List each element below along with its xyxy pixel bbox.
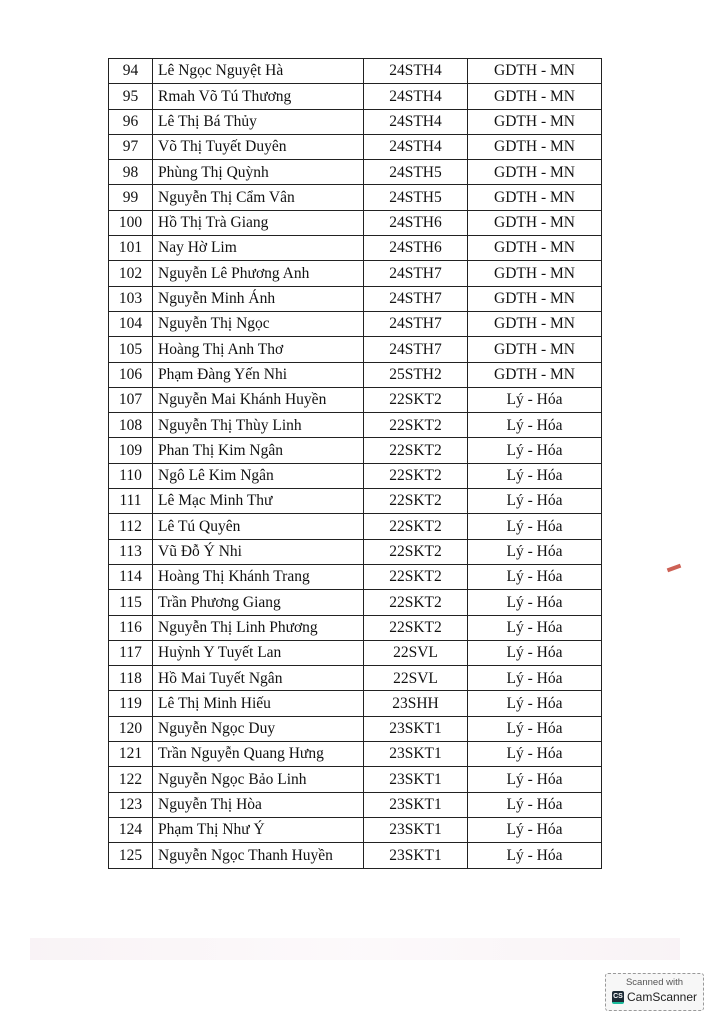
table-row	[109, 489, 602, 514]
row-number: 94	[109, 59, 153, 84]
row-number: 100	[109, 210, 153, 235]
red-stamp-fragment	[668, 360, 690, 455]
row-number: 119	[109, 691, 153, 716]
class-code: 24STH4	[364, 59, 468, 84]
row-number: 117	[109, 640, 153, 665]
table-row	[109, 286, 602, 311]
row-number: 96	[109, 109, 153, 134]
table-row	[109, 438, 602, 463]
subject-group: Lý - Hóa	[468, 767, 602, 792]
subject-group: GDTH - MN	[468, 261, 602, 286]
table-row	[109, 337, 602, 362]
subject-group: Lý - Hóa	[468, 514, 602, 539]
class-code: 22SKT2	[364, 615, 468, 640]
table-row	[109, 590, 602, 615]
student-name: Ngô Lê Kim Ngân	[153, 463, 364, 488]
class-code: 24STH4	[364, 84, 468, 109]
student-name: Huỳnh Y Tuyết Lan	[153, 640, 364, 665]
scan-smudge	[30, 938, 680, 960]
subject-group: GDTH - MN	[468, 134, 602, 159]
student-name: Lê Mạc Minh Thư	[153, 489, 364, 514]
class-code: 22SVL	[364, 666, 468, 691]
table-row	[109, 716, 602, 741]
student-name: Nguyễn Thị Hòa	[153, 792, 364, 817]
class-code: 22SVL	[364, 640, 468, 665]
class-code: 22SKT2	[364, 564, 468, 589]
table-row	[109, 817, 602, 842]
table-row	[109, 236, 602, 261]
class-code: 24STH7	[364, 311, 468, 336]
table-row	[109, 59, 602, 84]
class-code: 23SKT1	[364, 767, 468, 792]
class-code: 24STH5	[364, 185, 468, 210]
student-name: Phạm Thị Như Ý	[153, 817, 364, 842]
table-row	[109, 84, 602, 109]
student-name: Nguyễn Ngọc Duy	[153, 716, 364, 741]
student-name: Nguyễn Mai Khánh Huyền	[153, 387, 364, 412]
class-code: 24STH4	[364, 134, 468, 159]
row-number: 124	[109, 817, 153, 842]
student-name: Phạm Đàng Yến Nhi	[153, 362, 364, 387]
student-name: Võ Thị Tuyết Duyên	[153, 134, 364, 159]
student-name: Lê Tú Quyên	[153, 514, 364, 539]
row-number: 123	[109, 792, 153, 817]
student-name: Phùng Thị Quỳnh	[153, 160, 364, 185]
row-number: 122	[109, 767, 153, 792]
student-name: Nay Hờ Lim	[153, 236, 364, 261]
row-number: 108	[109, 413, 153, 438]
class-code: 22SKT2	[364, 438, 468, 463]
row-number: 113	[109, 539, 153, 564]
class-code: 23SKT1	[364, 742, 468, 767]
subject-group: Lý - Hóa	[468, 817, 602, 842]
table-row	[109, 362, 602, 387]
subject-group: Lý - Hóa	[468, 640, 602, 665]
table-row	[109, 767, 602, 792]
subject-group: Lý - Hóa	[468, 666, 602, 691]
row-number: 114	[109, 564, 153, 589]
student-name: Nguyễn Thị Thùy Linh	[153, 413, 364, 438]
row-number: 104	[109, 311, 153, 336]
table-row	[109, 109, 602, 134]
table-row	[109, 134, 602, 159]
table-row	[109, 691, 602, 716]
class-code: 23SKT1	[364, 792, 468, 817]
table-row	[109, 261, 602, 286]
student-name: Lê Ngọc Nguyệt Hà	[153, 59, 364, 84]
class-code: 24STH5	[364, 160, 468, 185]
student-name: Nguyễn Thị Ngọc	[153, 311, 364, 336]
student-name: Lê Thị Bá Thủy	[153, 109, 364, 134]
student-name: Nguyễn Thị Cẩm Vân	[153, 185, 364, 210]
class-code: 22SKT2	[364, 590, 468, 615]
red-ink-mark	[667, 564, 682, 573]
class-code: 22SKT2	[364, 463, 468, 488]
row-number: 109	[109, 438, 153, 463]
row-number: 116	[109, 615, 153, 640]
table-row	[109, 792, 602, 817]
table-row	[109, 666, 602, 691]
table-row	[109, 210, 602, 235]
row-number: 118	[109, 666, 153, 691]
class-code: 22SKT2	[364, 387, 468, 412]
student-name: Vũ Đỗ Ý Nhi	[153, 539, 364, 564]
table-row	[109, 742, 602, 767]
table-row	[109, 514, 602, 539]
table-row	[109, 640, 602, 665]
row-number: 101	[109, 236, 153, 261]
class-code: 22SKT2	[364, 539, 468, 564]
subject-group: Lý - Hóa	[468, 463, 602, 488]
subject-group: Lý - Hóa	[468, 438, 602, 463]
subject-group: Lý - Hóa	[468, 742, 602, 767]
table-row	[109, 160, 602, 185]
subject-group: Lý - Hóa	[468, 843, 602, 868]
row-number: 107	[109, 387, 153, 412]
student-name: Nguyễn Ngọc Thanh Huyền	[153, 843, 364, 868]
subject-group: Lý - Hóa	[468, 539, 602, 564]
class-code: 24STH6	[364, 210, 468, 235]
student-name: Hồ Mai Tuyết Ngân	[153, 666, 364, 691]
subject-group: Lý - Hóa	[468, 564, 602, 589]
class-code: 24STH4	[364, 109, 468, 134]
camscanner-watermark	[605, 973, 704, 1011]
class-code: 25STH2	[364, 362, 468, 387]
student-name: Lê Thị Minh Hiếu	[153, 691, 364, 716]
row-number: 115	[109, 590, 153, 615]
subject-group: Lý - Hóa	[468, 387, 602, 412]
class-code: 23SKT1	[364, 716, 468, 741]
table-row	[109, 387, 602, 412]
class-code: 22SKT2	[364, 489, 468, 514]
watermark-caption: Scanned with	[625, 977, 684, 988]
row-number: 98	[109, 160, 153, 185]
student-list-table	[108, 58, 602, 869]
subject-group: Lý - Hóa	[468, 615, 602, 640]
row-number: 110	[109, 463, 153, 488]
row-number: 95	[109, 84, 153, 109]
row-number: 99	[109, 185, 153, 210]
class-code: 24STH7	[364, 337, 468, 362]
student-name: Hoàng Thị Anh Thơ	[153, 337, 364, 362]
row-number: 103	[109, 286, 153, 311]
subject-group: GDTH - MN	[468, 311, 602, 336]
subject-group: GDTH - MN	[468, 286, 602, 311]
subject-group: GDTH - MN	[468, 59, 602, 84]
row-number: 105	[109, 337, 153, 362]
student-name: Nguyễn Lê Phương Anh	[153, 261, 364, 286]
row-number: 112	[109, 514, 153, 539]
table-row	[109, 539, 602, 564]
student-name: Nguyễn Ngọc Bảo Linh	[153, 767, 364, 792]
student-name: Nguyễn Minh Ánh	[153, 286, 364, 311]
table-row	[109, 413, 602, 438]
row-number: 125	[109, 843, 153, 868]
class-code: 23SHH	[364, 691, 468, 716]
class-code: 24STH6	[364, 236, 468, 261]
row-number: 106	[109, 362, 153, 387]
subject-group: Lý - Hóa	[468, 691, 602, 716]
class-code: 22SKT2	[364, 413, 468, 438]
subject-group: GDTH - MN	[468, 109, 602, 134]
class-code: 23SKT1	[364, 817, 468, 842]
row-number: 97	[109, 134, 153, 159]
subject-group: Lý - Hóa	[468, 413, 602, 438]
row-number: 111	[109, 489, 153, 514]
student-name: Trần Phương Giang	[153, 590, 364, 615]
table-row	[109, 843, 602, 868]
student-name: Trần Nguyễn Quang Hưng	[153, 742, 364, 767]
row-number: 102	[109, 261, 153, 286]
table-row	[109, 564, 602, 589]
subject-group: Lý - Hóa	[468, 716, 602, 741]
table-row	[109, 185, 602, 210]
watermark-brand: CamScanner	[626, 990, 698, 1004]
student-name: Hoàng Thị Khánh Trang	[153, 564, 364, 589]
class-code: 22SKT2	[364, 514, 468, 539]
subject-group: Lý - Hóa	[468, 489, 602, 514]
subject-group: Lý - Hóa	[468, 792, 602, 817]
table-row	[109, 463, 602, 488]
row-number: 120	[109, 716, 153, 741]
subject-group: GDTH - MN	[468, 84, 602, 109]
student-name: Rmah Võ Tú Thương	[153, 84, 364, 109]
camscanner-logo-icon: CS	[612, 991, 624, 1004]
student-name: Nguyễn Thị Linh Phương	[153, 615, 364, 640]
subject-group: GDTH - MN	[468, 210, 602, 235]
student-name: Hồ Thị Trà Giang	[153, 210, 364, 235]
subject-group: GDTH - MN	[468, 337, 602, 362]
subject-group: GDTH - MN	[468, 185, 602, 210]
student-name: Phan Thị Kim Ngân	[153, 438, 364, 463]
subject-group: GDTH - MN	[468, 236, 602, 261]
class-code: 24STH7	[364, 286, 468, 311]
subject-group: GDTH - MN	[468, 362, 602, 387]
table-row	[109, 311, 602, 336]
subject-group: GDTH - MN	[468, 160, 602, 185]
row-number: 121	[109, 742, 153, 767]
class-code: 24STH7	[364, 261, 468, 286]
class-code: 23SKT1	[364, 843, 468, 868]
table-row	[109, 615, 602, 640]
subject-group: Lý - Hóa	[468, 590, 602, 615]
